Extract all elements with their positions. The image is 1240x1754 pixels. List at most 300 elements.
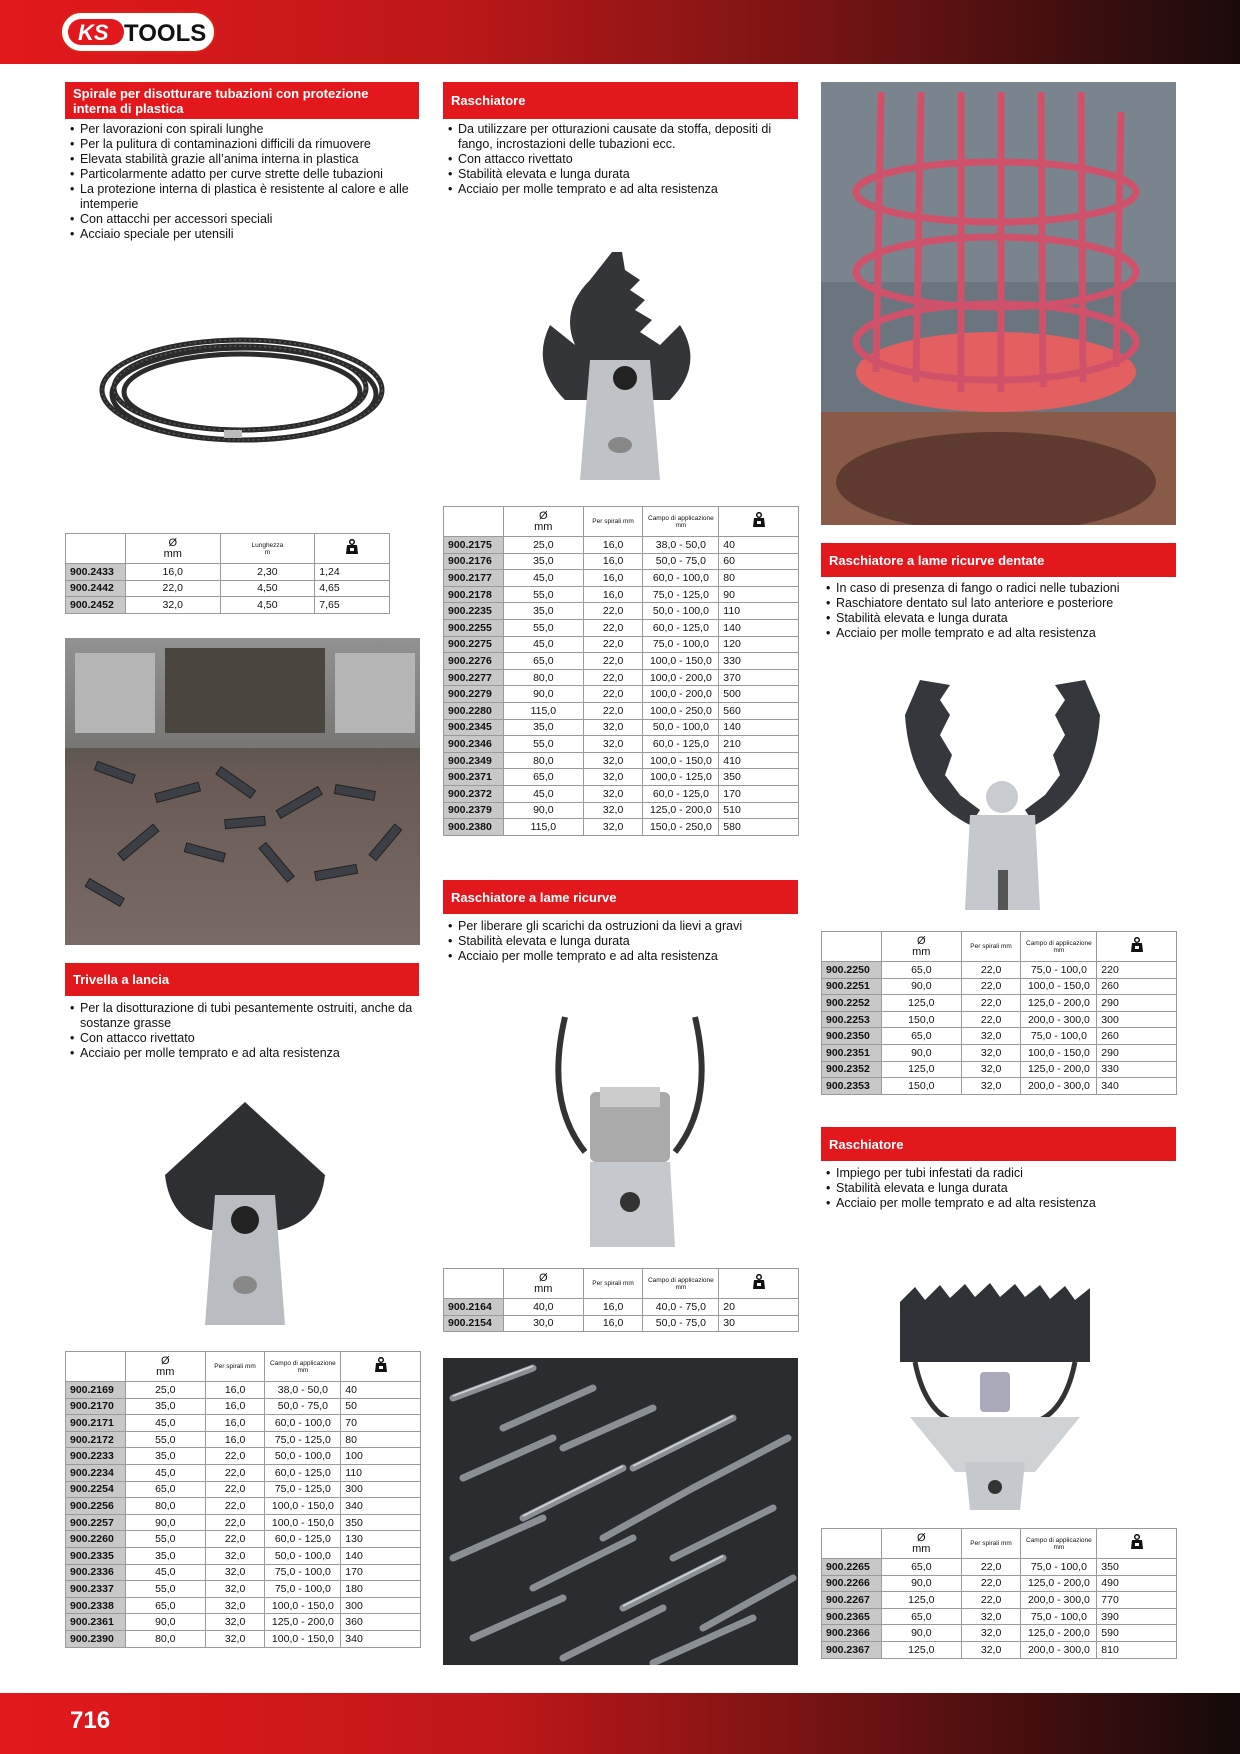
col-length: Lunghezza m	[220, 534, 315, 564]
table-cell: 32,0	[583, 736, 643, 753]
table-cell: 90,0	[503, 686, 583, 703]
coiled-spiral-photo	[92, 320, 392, 470]
table-cell: 22,0	[583, 686, 643, 703]
bullet-item: • Acciaio per molle temprato e ad alta resistenza	[448, 949, 800, 964]
article-code: 900.2390	[66, 1630, 126, 1647]
table-cell: 100,0 - 150,0	[1021, 1044, 1097, 1061]
table-cell: 32,0	[961, 1061, 1021, 1078]
table-cell: 810	[1097, 1641, 1177, 1658]
table-row	[444, 586, 799, 603]
table-cell: 16,0	[583, 1315, 643, 1332]
table-cell: 16,0	[583, 586, 643, 603]
article-code: 900.2235	[444, 603, 504, 620]
bullet-item: • Acciaio per molle temprato e ad alta resistenza	[826, 1196, 1178, 1211]
table-cell: 32,0	[583, 802, 643, 819]
table-row	[444, 570, 799, 587]
table-cell: 75,0 - 100,0	[1021, 1028, 1097, 1045]
table-cell: 16,0	[583, 537, 643, 554]
table-cell: 25,0	[503, 537, 583, 554]
article-code: 900.2265	[822, 1559, 882, 1576]
table-row	[444, 603, 799, 620]
table-cell: 125,0 - 200,0	[1021, 1575, 1097, 1592]
weight-icon	[752, 512, 766, 531]
table-cell: 32,0	[205, 1597, 265, 1614]
table-row	[66, 1464, 421, 1481]
table-lame-ricurve	[443, 1268, 799, 1332]
table-cell: 115,0	[503, 819, 583, 836]
table-cell: 60,0 - 100,0	[643, 570, 719, 587]
table-cell: 100,0 - 150,0	[265, 1514, 341, 1531]
table-cell: 125,0	[881, 1061, 961, 1078]
table-cell: 560	[719, 702, 799, 719]
col-diameter: Ø mm	[503, 1269, 583, 1299]
table-cell: 35,0	[125, 1547, 205, 1564]
table-cell: 100,0 - 200,0	[643, 669, 719, 686]
table-cell: 200,0 - 300,0	[1021, 1641, 1097, 1658]
table-cell: 2,30	[220, 564, 315, 581]
article-code: 900.2349	[444, 752, 504, 769]
table-cell: 75,0 - 100,0	[643, 636, 719, 653]
article-code: 900.2361	[66, 1614, 126, 1631]
table-cell: 90,0	[881, 1044, 961, 1061]
article-code: 900.2251	[822, 978, 882, 995]
article-code: 900.2277	[444, 669, 504, 686]
article-code: 900.2365	[822, 1608, 882, 1625]
table-cell: 55,0	[125, 1581, 205, 1598]
table-cell: 80,0	[503, 669, 583, 686]
table-cell: 770	[1097, 1592, 1177, 1609]
table-cell: 22,0	[583, 636, 643, 653]
table-cell: 200,0 - 300,0	[1021, 1078, 1097, 1095]
bullet-item: • Stabilità elevata e lunga durata	[448, 167, 800, 182]
table-cell: 125,0	[881, 1592, 961, 1609]
table-row	[66, 1481, 421, 1498]
table-cell: 16,0	[583, 1299, 643, 1316]
article-code: 900.2433	[66, 564, 126, 581]
table-cell: 30,0	[503, 1315, 583, 1332]
table-cell: 16,0	[205, 1415, 265, 1432]
table-cell: 22,0	[205, 1481, 265, 1498]
bullet-item: • Per la disotturazione di tubi pesantemente ostruiti, anche da sostanze grasse	[70, 1001, 420, 1031]
table-cell: 210	[719, 736, 799, 753]
article-code: 900.2275	[444, 636, 504, 653]
article-code: 900.2367	[822, 1641, 882, 1658]
section-title-trivella: Trivella a lancia	[65, 963, 419, 996]
section-title-lame-ricurve: Raschiatore a lame ricurve	[443, 880, 798, 914]
table-cell: 22,0	[205, 1514, 265, 1531]
table-cell: 55,0	[503, 619, 583, 636]
col-weight	[719, 507, 799, 537]
table-cell: 65,0	[503, 653, 583, 670]
table-cell: 60,0 - 125,0	[265, 1531, 341, 1548]
article-code: 900.2257	[66, 1514, 126, 1531]
table-cell: 170	[719, 785, 799, 802]
bullet-item: • La protezione interna di plastica è resistente al calore e alle intemperie	[70, 182, 420, 212]
table-row	[822, 1608, 1177, 1625]
table-cell: 32,0	[583, 719, 643, 736]
curved-blade-scraper-photo	[545, 1012, 715, 1252]
table-cell: 100,0 - 150,0	[265, 1597, 341, 1614]
table-row	[444, 553, 799, 570]
table-cell: 32,0	[961, 1625, 1021, 1642]
table-row	[444, 1315, 799, 1332]
table-cell: 90,0	[125, 1614, 205, 1631]
bullet-item: • Con attacchi per accessori speciali	[70, 212, 420, 227]
table-cell: 45,0	[125, 1415, 205, 1432]
table-cell: 32,0	[961, 1608, 1021, 1625]
article-code: 900.2253	[822, 1011, 882, 1028]
table-row	[444, 752, 799, 769]
table-row	[444, 736, 799, 753]
col-diameter: Ø mm	[125, 1352, 205, 1382]
table-cell: 100,0 - 250,0	[643, 702, 719, 719]
table-cell: 40	[341, 1382, 421, 1399]
table-cell: 55,0	[125, 1431, 205, 1448]
table-cell: 260	[1097, 1028, 1177, 1045]
table-cell: 330	[1097, 1061, 1177, 1078]
table-cell: 90,0	[125, 1514, 205, 1531]
table-cell: 32,0	[205, 1614, 265, 1631]
bullet-item: • Elevata stabilità grazie all’anima interna in plastica	[70, 152, 420, 167]
table-cell: 4,50	[220, 580, 315, 597]
table-row	[66, 1398, 421, 1415]
table-cell: 150,0 - 250,0	[643, 819, 719, 836]
table-cell: 65,0	[881, 962, 961, 979]
col-weight	[341, 1352, 421, 1382]
table-cell: 50,0 - 100,0	[643, 603, 719, 620]
bullet-item: • Stabilità elevata e lunga durata	[448, 934, 800, 949]
table-cell: 150,0	[881, 1078, 961, 1095]
table-cell: 80,0	[125, 1498, 205, 1515]
article-code: 900.2338	[66, 1597, 126, 1614]
table-cell: 125,0 - 200,0	[1021, 1625, 1097, 1642]
table-cell: 45,0	[503, 785, 583, 802]
table-cell: 90,0	[881, 1625, 961, 1642]
table-cell: 50,0 - 75,0	[643, 553, 719, 570]
table-cell: 22,0	[205, 1464, 265, 1481]
table-cell: 60,0 - 125,0	[265, 1464, 341, 1481]
table-cell: 22,0	[583, 603, 643, 620]
table-row	[822, 1641, 1177, 1658]
table-cell: 90,0	[881, 978, 961, 995]
bullet-item: • Stabilità elevata e lunga durata	[826, 611, 1178, 626]
table-row	[66, 1547, 421, 1564]
table-cell: 50	[341, 1398, 421, 1415]
table-row	[66, 1448, 421, 1465]
table-cell: 390	[1097, 1608, 1177, 1625]
table-lame-dentate	[821, 931, 1177, 1095]
table-cell: 75,0 - 100,0	[1021, 1559, 1097, 1576]
table-row	[822, 1011, 1177, 1028]
col-range: Campo di applicazione mm	[1021, 1529, 1097, 1559]
table-cell: 25,0	[125, 1382, 205, 1399]
table-row	[822, 1592, 1177, 1609]
col-spiral: Per spirali mm	[961, 932, 1021, 962]
article-code: 900.2372	[444, 785, 504, 802]
table-row	[822, 995, 1177, 1012]
table-row	[444, 669, 799, 686]
col-spiral: Per spirali mm	[961, 1529, 1021, 1559]
bullet-list-lame-dentate	[826, 581, 1178, 641]
article-code: 900.2266	[822, 1575, 882, 1592]
table-row	[444, 653, 799, 670]
table-cell: 22,0	[583, 619, 643, 636]
table-cell: 35,0	[503, 603, 583, 620]
section-title-spirale: Spirale per disotturare tubazioni con protezione interna di plastica	[65, 82, 419, 119]
bullet-item: • Acciaio per molle temprato e ad alta resistenza	[826, 626, 1178, 641]
table-cell: 260	[1097, 978, 1177, 995]
col-range: Campo di applicazione mm	[265, 1352, 341, 1382]
table-row	[822, 1575, 1177, 1592]
table-cell: 200,0 - 300,0	[1021, 1592, 1097, 1609]
table-cell: 20	[719, 1299, 799, 1316]
table-cell: 16,0	[205, 1431, 265, 1448]
spear-drill-photo	[160, 1100, 330, 1340]
table-cell: 90,0	[881, 1575, 961, 1592]
table-row	[66, 1382, 421, 1399]
table-row	[66, 1614, 421, 1631]
table-trivella	[65, 1351, 421, 1648]
table-row	[444, 785, 799, 802]
table-row	[444, 769, 799, 786]
page-footer	[0, 1693, 1240, 1754]
table-cell: 45,0	[125, 1564, 205, 1581]
table-cell: 22,0	[583, 702, 643, 719]
bullet-item: • Con attacco rivettato	[448, 152, 800, 167]
article-code: 900.2164	[444, 1299, 504, 1316]
bullet-list-raschiatore-2	[826, 1166, 1178, 1211]
table-cell: 100	[341, 1448, 421, 1465]
col-diameter: Ø mm	[881, 932, 961, 962]
table-cell: 32,0	[125, 597, 220, 614]
table-cell: 32,0	[205, 1630, 265, 1647]
bullet-item: • Acciaio per molle temprato e ad alta resistenza	[448, 182, 800, 197]
table-cell: 170	[341, 1564, 421, 1581]
table-cell: 22,0	[125, 580, 220, 597]
table-cell: 80,0	[125, 1630, 205, 1647]
article-code: 900.2280	[444, 702, 504, 719]
table-row	[66, 1431, 421, 1448]
table-row	[444, 619, 799, 636]
table-row	[66, 564, 390, 581]
article-code: 900.2442	[66, 580, 126, 597]
steel-rods-photo	[443, 1358, 798, 1665]
col-weight	[1097, 1529, 1177, 1559]
table-cell: 32,0	[205, 1564, 265, 1581]
spear-drills-pile-photo	[65, 638, 420, 945]
table-row	[66, 597, 390, 614]
table-cell: 22,0	[961, 978, 1021, 995]
table-cell: 35,0	[503, 553, 583, 570]
table-cell: 300	[1097, 1011, 1177, 1028]
table-row	[444, 719, 799, 736]
weight-icon	[374, 1357, 388, 1376]
article-code: 900.2366	[822, 1625, 882, 1642]
table-cell: 32,0	[205, 1547, 265, 1564]
table-cell: 150,0	[881, 1011, 961, 1028]
table-cell: 60,0 - 125,0	[643, 736, 719, 753]
table-cell: 32,0	[583, 752, 643, 769]
table-cell: 340	[341, 1498, 421, 1515]
bullet-item: • Particolarmente adatto per curve strette delle tubazioni	[70, 167, 420, 182]
table-cell: 100,0 - 150,0	[643, 752, 719, 769]
page-header	[0, 0, 1240, 64]
table-cell: 32,0	[583, 819, 643, 836]
table-cell: 90,0	[503, 802, 583, 819]
table-cell: 580	[719, 819, 799, 836]
table-row	[444, 636, 799, 653]
table-cell: 38,0 - 50,0	[265, 1382, 341, 1399]
table-cell: 100,0 - 150,0	[1021, 978, 1097, 995]
table-cell: 120	[719, 636, 799, 653]
table-cell: 115,0	[503, 702, 583, 719]
table-row	[822, 1028, 1177, 1045]
bullet-list-lame-ricurve	[448, 919, 800, 964]
table-cell: 16,0	[583, 570, 643, 587]
article-code: 900.2260	[66, 1531, 126, 1548]
table-cell: 590	[1097, 1625, 1177, 1642]
article-code: 900.2452	[66, 597, 126, 614]
table-cell: 130	[341, 1531, 421, 1548]
table-cell: 290	[1097, 1044, 1177, 1061]
article-code: 900.2250	[822, 962, 882, 979]
table-cell: 330	[719, 653, 799, 670]
weight-icon	[1130, 1534, 1144, 1553]
article-code: 900.2254	[66, 1481, 126, 1498]
col-range: Campo di applicazione mm	[643, 507, 719, 537]
table-cell: 100,0 - 150,0	[265, 1498, 341, 1515]
table-cell: 100,0 - 125,0	[643, 769, 719, 786]
table-cell: 30	[719, 1315, 799, 1332]
table-cell: 490	[1097, 1575, 1177, 1592]
table-cell: 360	[341, 1614, 421, 1631]
svg-text:KS: KS	[78, 20, 109, 45]
bullet-list-raschiatore-1	[448, 122, 800, 197]
weight-icon	[1130, 937, 1144, 956]
table-cell: 220	[1097, 962, 1177, 979]
table-cell: 370	[719, 669, 799, 686]
table-cell: 65,0	[125, 1481, 205, 1498]
article-code: 900.2380	[444, 819, 504, 836]
table-cell: 65,0	[503, 769, 583, 786]
table-cell: 40	[719, 537, 799, 554]
table-row	[66, 1531, 421, 1548]
table-cell: 125,0 - 200,0	[265, 1614, 341, 1631]
table-cell: 100,0 - 150,0	[265, 1630, 341, 1647]
table-cell: 60	[719, 553, 799, 570]
section-title-raschiatore-2: Raschiatore	[821, 1127, 1176, 1161]
table-cell: 100,0 - 200,0	[643, 686, 719, 703]
bullet-list-trivella	[70, 1001, 420, 1061]
table-row	[822, 1078, 1177, 1095]
article-code: 900.2336	[66, 1564, 126, 1581]
table-cell: 125,0 - 200,0	[1021, 995, 1097, 1012]
table-cell: 125,0 - 200,0	[1021, 1061, 1097, 1078]
table-cell: 290	[1097, 995, 1177, 1012]
article-code: 900.2177	[444, 570, 504, 587]
table-cell: 22,0	[205, 1448, 265, 1465]
col-weight	[1097, 932, 1177, 962]
table-cell: 80	[341, 1431, 421, 1448]
article-code: 900.2252	[822, 995, 882, 1012]
table-cell: 35,0	[125, 1448, 205, 1465]
bullet-list-spirale	[70, 122, 420, 242]
table-cell: 80	[719, 570, 799, 587]
section-title-lame-dentate: Raschiatore a lame ricurve dentate	[821, 543, 1176, 577]
table-cell: 125,0	[881, 995, 961, 1012]
article-code: 900.2351	[822, 1044, 882, 1061]
table-cell: 410	[719, 752, 799, 769]
table-cell: 140	[719, 719, 799, 736]
table-cell: 90	[719, 586, 799, 603]
table-row	[822, 1061, 1177, 1078]
table-row	[66, 580, 390, 597]
col-range: Campo di applicazione mm	[643, 1269, 719, 1299]
table-cell: 16,0	[583, 553, 643, 570]
table-cell: 110	[719, 603, 799, 620]
table-cell: 32,0	[961, 1641, 1021, 1658]
table-cell: 38,0 - 50,0	[643, 537, 719, 554]
table-row	[444, 686, 799, 703]
table-cell: 45,0	[503, 570, 583, 587]
table-row	[822, 962, 1177, 979]
article-code: 900.2175	[444, 537, 504, 554]
article-code: 900.2337	[66, 1581, 126, 1598]
bullet-item: • In caso di presenza di fango o radici nelle tubazioni	[826, 581, 1178, 596]
table-cell: 180	[341, 1581, 421, 1598]
bullet-item: • Per lavorazioni con spirali lunghe	[70, 122, 420, 137]
table-row	[66, 1514, 421, 1531]
table-cell: 22,0	[961, 1559, 1021, 1576]
table-cell: 32,0	[961, 1044, 1021, 1061]
serrated-scraper-photo	[530, 250, 710, 490]
article-code: 900.2267	[822, 1592, 882, 1609]
table-cell: 100,0 - 150,0	[643, 653, 719, 670]
table-cell: 125,0 - 200,0	[643, 802, 719, 819]
article-code: 900.2350	[822, 1028, 882, 1045]
table-row	[822, 1044, 1177, 1061]
article-code: 900.2169	[66, 1382, 126, 1399]
bullet-item: • Per liberare gli scarichi da ostruzioni da lievi a gravi	[448, 919, 800, 934]
table-cell: 50,0 - 100,0	[265, 1448, 341, 1465]
table-cell: 110	[341, 1464, 421, 1481]
article-code: 900.2345	[444, 719, 504, 736]
article-code: 900.2346	[444, 736, 504, 753]
root-cutter-photo	[895, 1282, 1095, 1512]
bullet-item: • Stabilità elevata e lunga durata	[826, 1181, 1178, 1196]
table-cell: 32,0	[583, 785, 643, 802]
table-cell: 4,50	[220, 597, 315, 614]
article-code: 900.2353	[822, 1078, 882, 1095]
table-cell: 65,0	[881, 1028, 961, 1045]
table-row	[66, 1597, 421, 1614]
table-cell: 40,0	[503, 1299, 583, 1316]
table-cell: 340	[1097, 1078, 1177, 1095]
col-spiral: Per spirali mm	[583, 507, 643, 537]
table-cell: 32,0	[961, 1078, 1021, 1095]
table-cell: 45,0	[125, 1464, 205, 1481]
table-cell: 75,0 - 100,0	[265, 1581, 341, 1598]
col-weight	[719, 1269, 799, 1299]
bullet-item: • Acciaio per molle temprato e ad alta resistenza	[70, 1046, 420, 1061]
weight-icon	[345, 539, 359, 558]
table-cell: 22,0	[961, 1575, 1021, 1592]
article-code: 900.2172	[66, 1431, 126, 1448]
table-cell: 65,0	[881, 1608, 961, 1625]
table-cell: 35,0	[503, 719, 583, 736]
table-cell: 22,0	[961, 1011, 1021, 1028]
table-row	[66, 1581, 421, 1598]
